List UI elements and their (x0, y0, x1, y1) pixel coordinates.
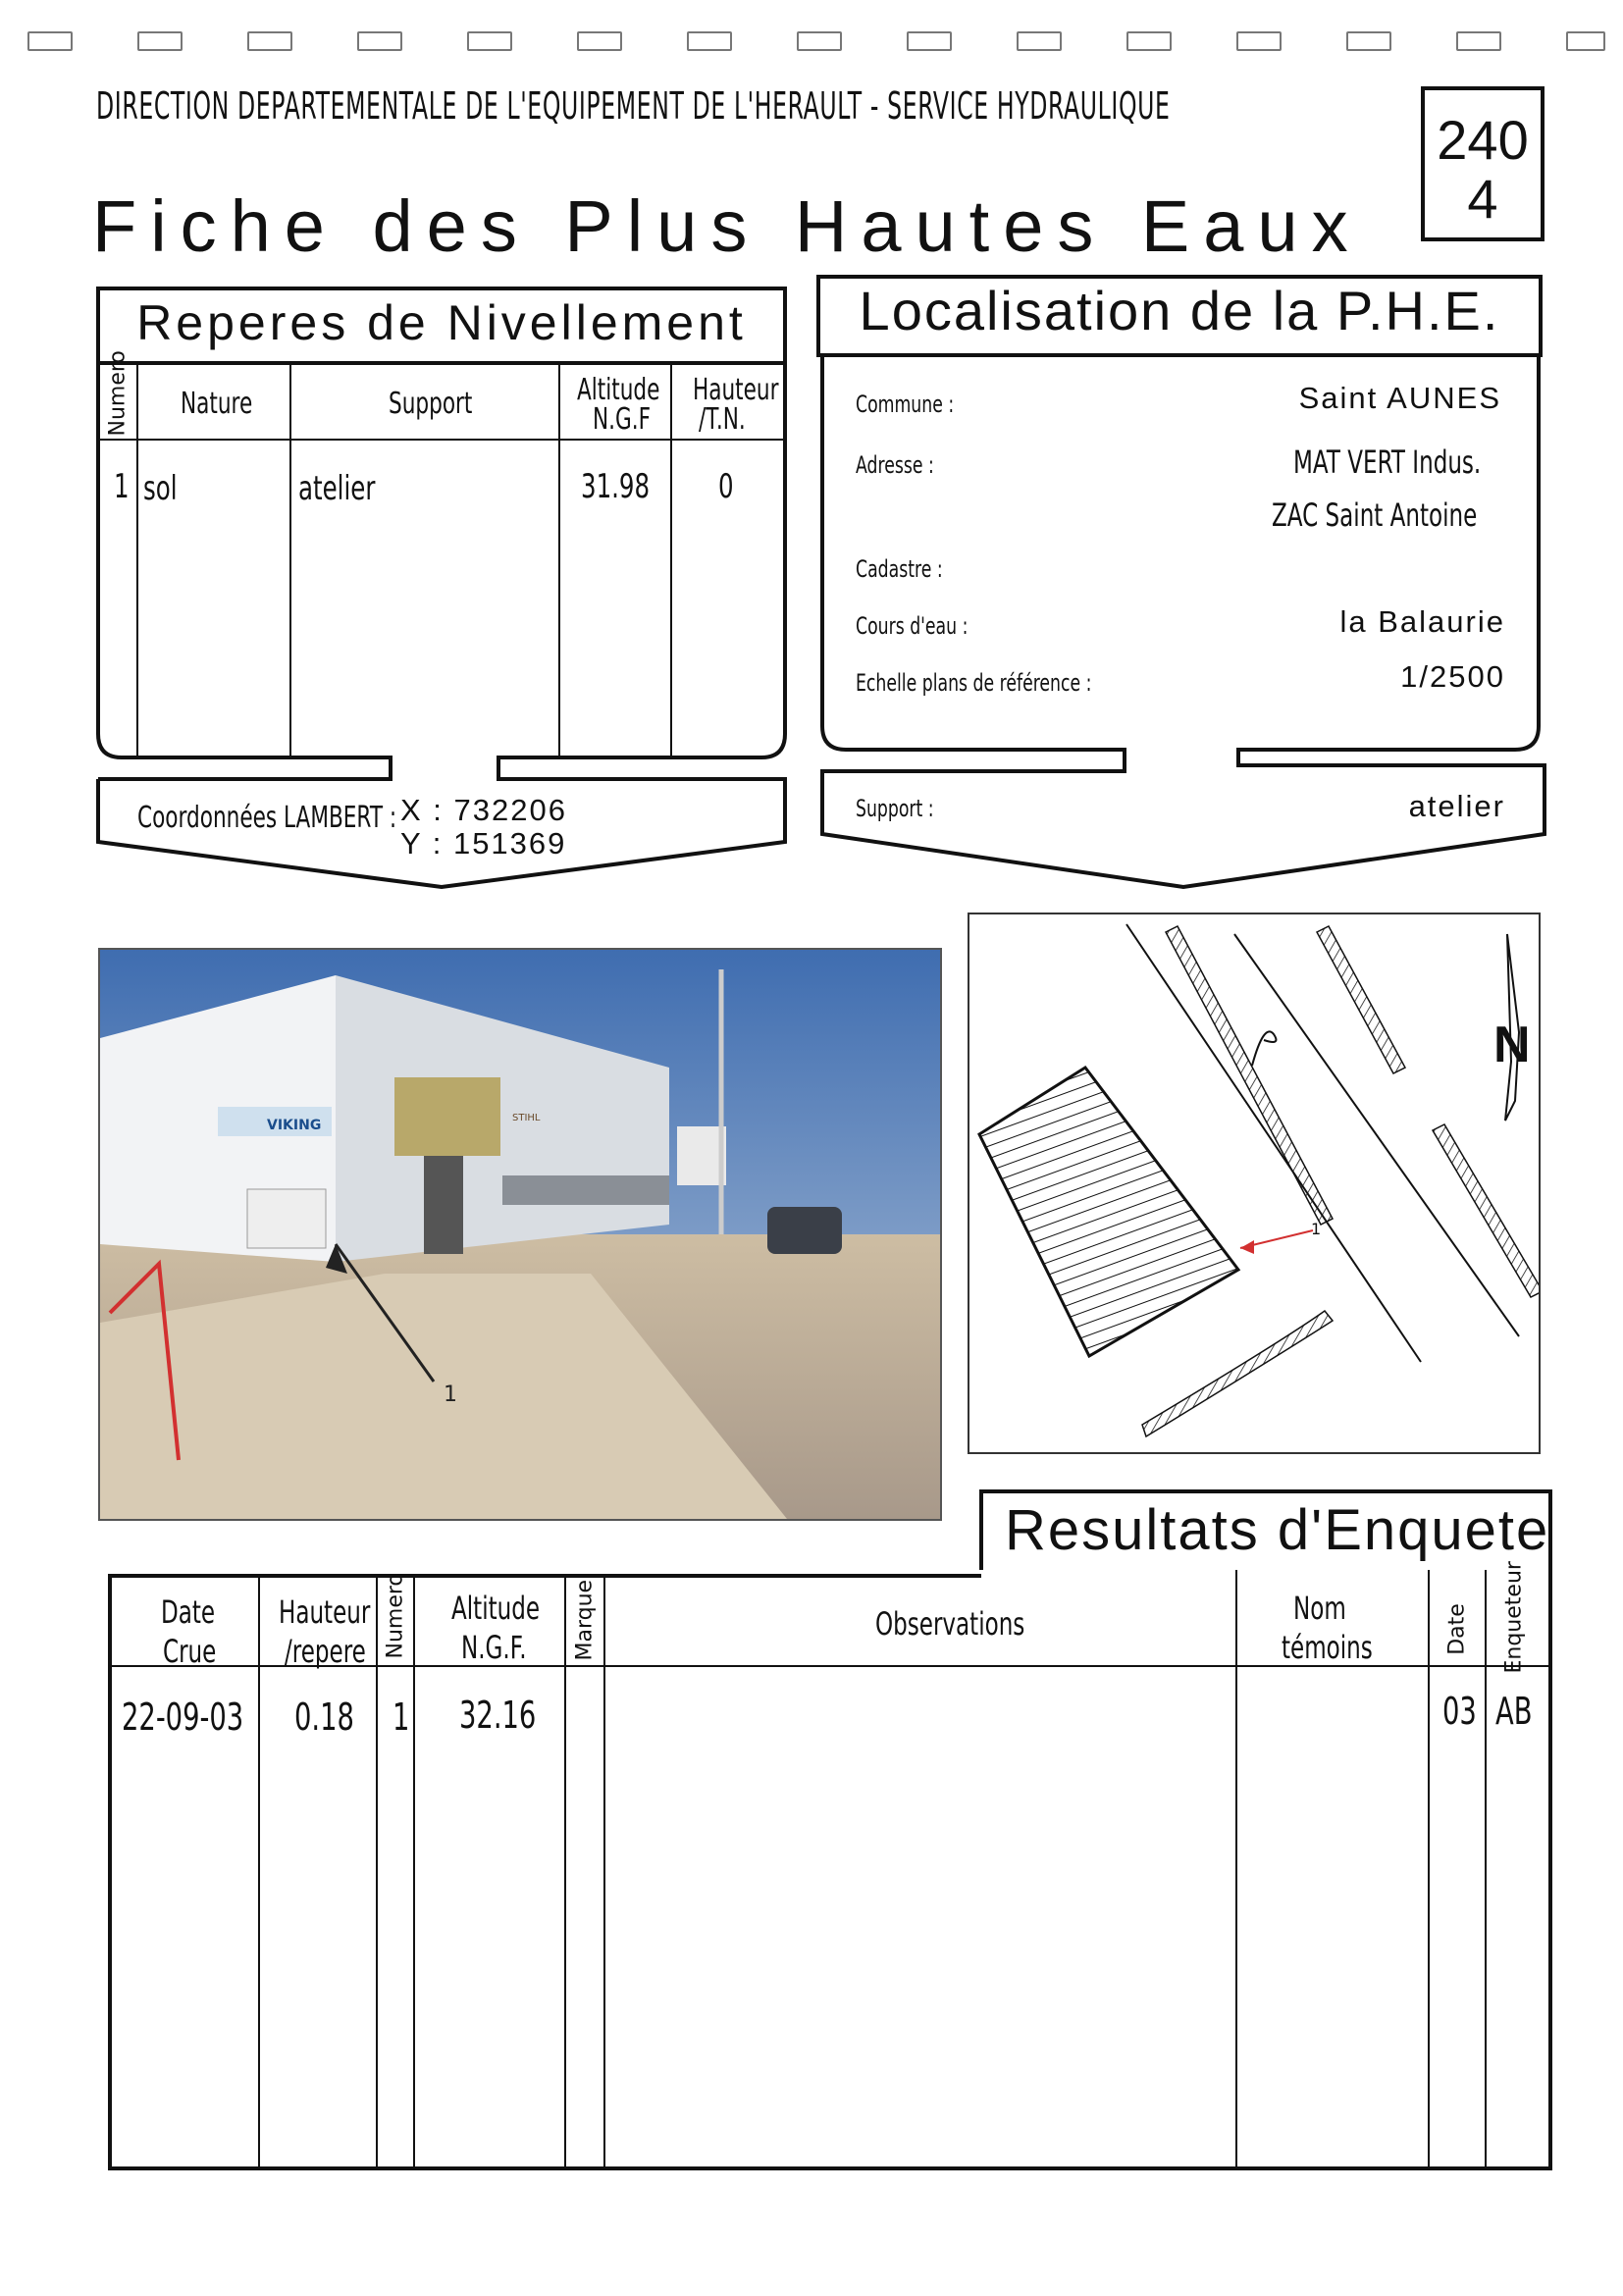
coord-label: Coordonnées LAMBERT : (137, 801, 397, 835)
col-numero-r: Numero (383, 1573, 408, 1659)
col-altitude: Altitude (577, 373, 660, 407)
col-hauteur-1: Hauteur (279, 1593, 371, 1631)
stihl-sign: STIHL (512, 1113, 541, 1123)
coord-x: X : 732206 (400, 793, 567, 827)
col-altitude-r1: Altitude (451, 1590, 541, 1627)
adresse-line1: MAT VERT Indus. (1293, 444, 1482, 481)
col-observations: Observations (875, 1605, 1025, 1643)
col-altitude-r2: N.G.F. (461, 1629, 527, 1666)
col-hauteur-tn: /T.N. (699, 402, 746, 437)
page-title: Fiche des Plus Hautes Eaux (92, 185, 1362, 267)
row-numero: 1 (393, 1696, 410, 1739)
col-hauteur: Hauteur (693, 373, 779, 407)
col-nom: Nom (1293, 1590, 1346, 1627)
col-enqueteur: Enqueteur (1501, 1561, 1527, 1674)
col-date: Date (1444, 1603, 1470, 1655)
plan-marker-label: 1 (1311, 1220, 1322, 1238)
col-hauteur-2: /repere (285, 1633, 366, 1670)
col-nature: Nature (181, 387, 253, 421)
reference-number: 240 (1437, 109, 1529, 171)
row-hauteur: 0 (718, 467, 734, 506)
support-label: Support : (856, 795, 934, 822)
col-numero: Numero (105, 350, 131, 437)
row-hauteur: 0.18 (294, 1696, 354, 1739)
col-date-crue-1: Date (161, 1593, 216, 1631)
row-nature: sol (143, 469, 178, 508)
photo-marker-label: 1 (444, 1383, 457, 1407)
col-date-crue-2: Crue (163, 1633, 217, 1670)
localisation-title: Localisation de la P.H.E. (859, 280, 1500, 341)
commune-label: Commune : (856, 391, 955, 418)
reperes-title: Reperes de Nivellement (136, 295, 747, 350)
col-temoins: témoins (1282, 1629, 1373, 1666)
row-altitude: 31.98 (581, 467, 651, 506)
cours-label: Cours d'eau : (856, 612, 969, 640)
col-altitude-ngf: N.G.F (593, 402, 652, 437)
commune-value: Saint AUNES (1298, 381, 1501, 415)
echelle-value: 1/2500 (1400, 659, 1505, 694)
coord-y: Y : 151369 (400, 826, 567, 861)
col-support: Support (389, 387, 473, 421)
row-numero: 1 (114, 467, 130, 506)
adresse-label: Adresse : (856, 451, 934, 479)
support-value: atelier (1408, 789, 1505, 823)
viking-sign: VIKING (267, 1118, 322, 1133)
row-date: 03 (1442, 1690, 1477, 1733)
resultats-title: Resultats d'Enquete (1005, 1498, 1550, 1562)
col-marque: Marque (572, 1579, 598, 1661)
cours-value: la Balaurie (1339, 604, 1505, 639)
adresse-line2: ZAC Saint Antoine (1272, 496, 1478, 534)
cadastre-label: Cadastre : (856, 555, 943, 583)
north-arrow-icon: N (1493, 1017, 1531, 1073)
row-date-crue: 22-09-03 (122, 1696, 244, 1739)
echelle-label: Echelle plans de référence : (856, 669, 1092, 697)
agency-line: DIRECTION DEPARTEMENTALE DE L'EQUIPEMENT DE L'HERAULT - SERVICE HYDRAULIQUE (96, 84, 1171, 128)
reference-sheet: 4 (1467, 168, 1498, 230)
row-altitude: 32.16 (459, 1694, 537, 1737)
row-support: atelier (298, 469, 376, 508)
row-enqueteur: AB (1495, 1690, 1533, 1733)
